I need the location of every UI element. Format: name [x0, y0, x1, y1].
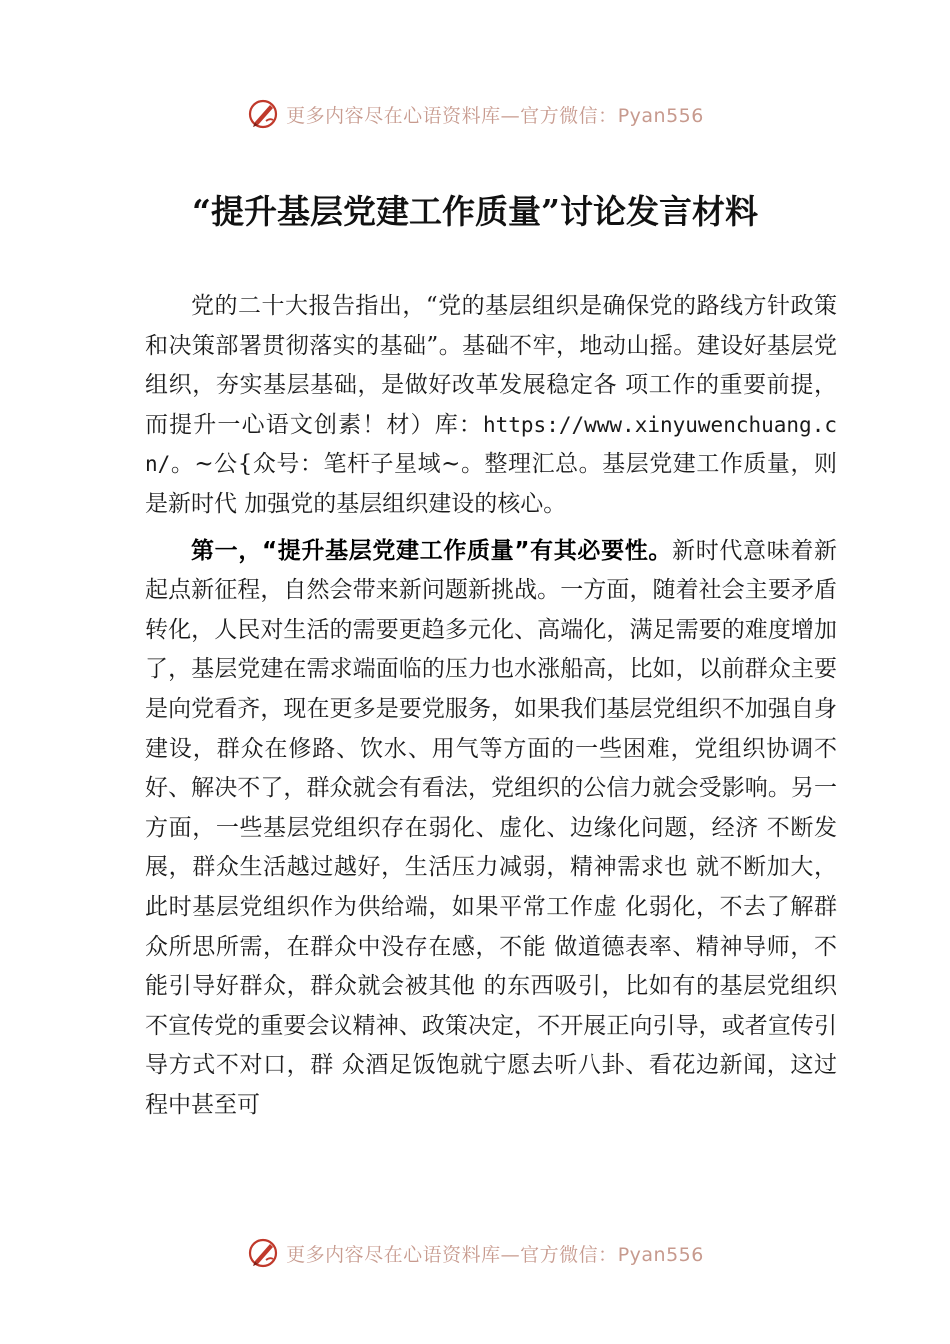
paragraph-intro-part1: 党的二十大报告指出，“党的基层组织是确保党的路线方针政策和决策部署贯彻落实的基础”。基础不牢，地动山摇。建设好基层党组织，夯实基层基础，是做好改革发展稳定各 项工作的重要前提，而提升一心语文创素！材）库：	[145, 293, 837, 438]
watermark-wechat-id: Pyan556	[617, 104, 704, 127]
watermark-wechat-label: 官方微信：	[520, 1243, 618, 1266]
paragraph-intro-url: https://www.xinyuwenchuang.cn/	[145, 412, 837, 477]
document-title: “提升基层党建工作质量”讨论发言材料	[192, 192, 758, 231]
paragraph-first-point-text: 新时代意味着新起点新征程，自然会带来新问题新挑战。一方面，随着社会主要矛盾转化，人民对生活的需要更趋多元化、高端化，满足需要的难度增加了，基层党建在需求端面临的压力也水涨船高，比如，以前群众主要是向党看齐，现在更多是要党服务，如果我们基层党组织不加强自身建设，群众在修路、饮水、用气等方面的一些困难，党组织协调不好、解决不了，群众就会有看法，党组织的公信力就会受影响。另一 方面，一些基层党组织存在弱化、虚化、边缘化问题，经济 不断发展，群众生活越过越好，生活压力减弱，精神需求也 就不断加大，此时基层党组织作为供给端，如果平常工作虚 化弱化，不去了解群众所思所需，在群众中没存在感，不能 做道德表率、精神导师，不能引导好群众，群众就会被其他 的东西吸引，比如有的基层党组织不宣传党的重要会议精神、政策决定，不开展正向引导，或者宣传引导方式不对口，群 众酒足饭饱就宁愿去听八卦、看花边新闻，这过程中甚至可	[145, 537, 838, 1118]
watermark-dash: —	[500, 1243, 521, 1266]
watermark-wechat-id: Pyan556	[617, 1243, 704, 1266]
watermark-library-text: 更多内容尽在心语资料库	[286, 104, 501, 127]
document-body	[145, 287, 837, 1125]
footer-watermark	[0, 1233, 950, 1273]
pen-logo-icon	[246, 1236, 280, 1270]
watermark-dash: —	[500, 104, 521, 127]
paragraph-first-point-lead: 第一，“提升基层党建工作质量”有其必要性。	[191, 537, 673, 564]
watermark-library-text: 更多内容尽在心语资料库	[286, 1243, 501, 1266]
watermark-wechat-label: 官方微信：	[520, 104, 618, 127]
header-watermark	[0, 94, 950, 134]
watermark-text	[286, 1240, 704, 1267]
watermark-text	[286, 101, 704, 128]
paragraph-intro-part2: 。~公{众号：笔杆子星域~。整理汇总。基层党建工作质量，则是新时代 加强党的基层组织建设的核心。	[145, 451, 837, 517]
paragraph-first-point	[145, 532, 837, 1126]
paragraph-intro	[145, 287, 837, 525]
pen-logo-icon	[246, 97, 280, 131]
